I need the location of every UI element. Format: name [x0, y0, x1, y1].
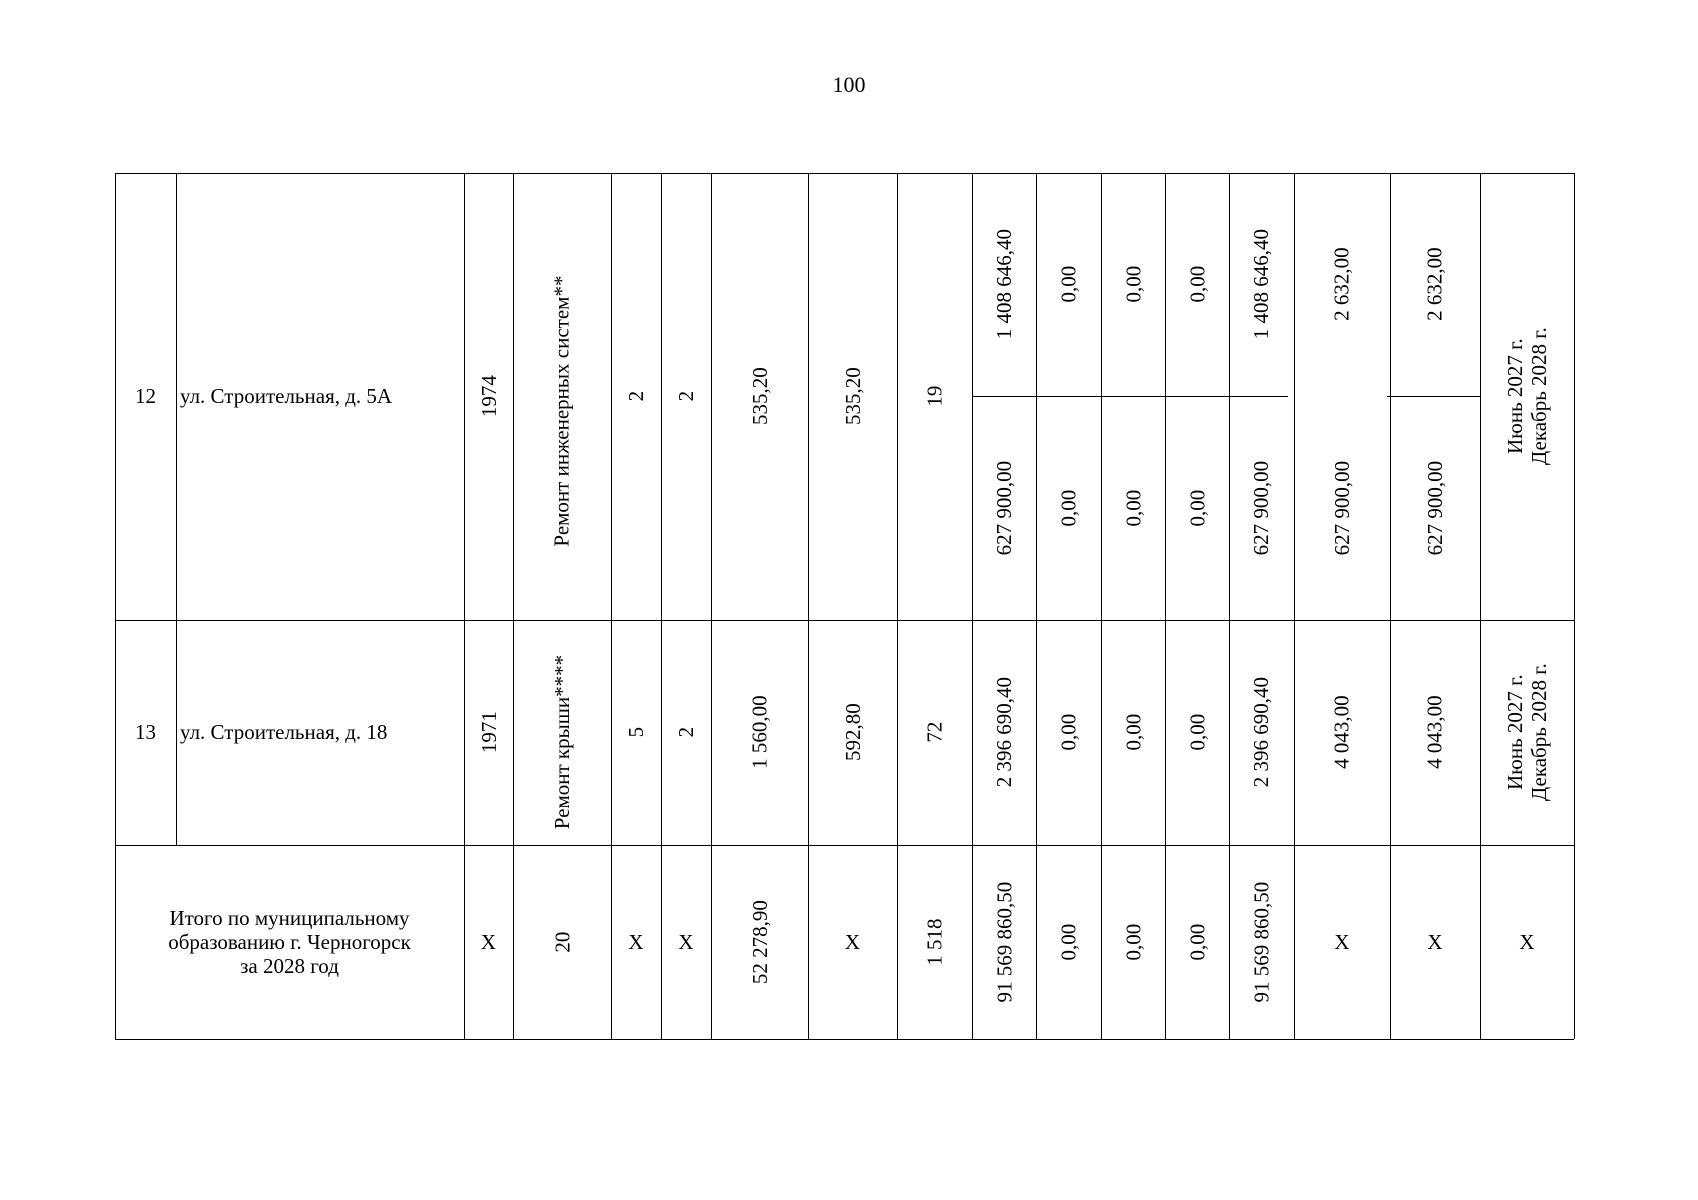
residents: 19: [922, 385, 947, 407]
unit-cost: 4 043,00: [1329, 695, 1354, 770]
work-type: Ремонт инженерных систем**: [549, 275, 574, 548]
total-area: 1 560,00: [747, 695, 772, 770]
total-area: 52 278,90: [747, 899, 772, 984]
residents: 72: [922, 721, 947, 743]
local-cost: 0,00: [1184, 923, 1209, 961]
fund-cost: 0,00: [1056, 923, 1081, 961]
total-label: Итого по муниципальному образованию г. Черногорск за 2028 год: [168, 905, 411, 979]
work-type: 20: [549, 931, 574, 953]
regional-cost: 0,00: [1120, 923, 1145, 961]
regional-cost: 0,00: [1120, 489, 1145, 527]
build-year: X: [480, 929, 497, 954]
address: ул. Строительная, д. 18: [180, 720, 388, 745]
regional-cost: 0,00: [1120, 714, 1145, 751]
cost-total: 1 408 646,40: [991, 229, 1016, 340]
max-unit-cost: X: [1427, 929, 1443, 954]
repair-period: Июнь 2027 г. Декабрь 2028 г.: [1502, 327, 1551, 466]
page-number: 100: [832, 72, 866, 97]
local-cost: 0,00: [1184, 714, 1209, 751]
owners-cost: 91 569 860,50: [1249, 881, 1274, 1003]
entrances: 2: [673, 727, 698, 738]
local-cost: 0,00: [1184, 266, 1209, 303]
owners-cost: 1 408 646,40: [1249, 229, 1274, 340]
living-area: 592,80: [840, 703, 865, 762]
row-number: 12: [135, 384, 156, 409]
floors: 2: [623, 391, 648, 402]
local-cost: 0,00: [1184, 489, 1209, 527]
cost-total: 627 900,00: [991, 460, 1016, 556]
build-year: 1971: [476, 711, 501, 754]
cost-total: 91 569 860,50: [991, 881, 1016, 1003]
fund-cost: 0,00: [1056, 489, 1081, 527]
owners-cost: 627 900,00: [1249, 460, 1274, 556]
build-year: 1974: [476, 375, 501, 418]
max-unit-cost: 2 632,00: [1422, 247, 1447, 322]
cost-total: 2 396 690,40: [991, 677, 1016, 788]
max-unit-cost: 4 043,00: [1422, 695, 1447, 770]
work-type: Ремонт крыши****: [549, 655, 574, 830]
entrances: 2: [673, 391, 698, 402]
unit-cost: X: [1334, 929, 1350, 954]
entrances: X: [678, 929, 694, 954]
floors: 5: [623, 727, 648, 738]
row-number: 13: [135, 720, 156, 745]
owners-cost: 2 396 690,40: [1249, 677, 1274, 788]
repair-period: X: [1519, 929, 1535, 954]
unit-cost: 627 900,00: [1329, 460, 1354, 556]
living-area: X: [844, 929, 861, 954]
repair-period: Июнь 2027 г. Декабрь 2028 г.: [1502, 663, 1551, 802]
floors: X: [628, 929, 644, 954]
total-area: 535,20: [747, 367, 772, 426]
unit-cost: 2 632,00: [1329, 247, 1354, 322]
address: ул. Строительная, д. 5А: [180, 384, 393, 409]
regional-cost: 0,00: [1120, 266, 1145, 303]
living-area: 535,20: [840, 367, 865, 426]
max-unit-cost: 627 900,00: [1422, 460, 1447, 556]
fund-cost: 0,00: [1056, 266, 1081, 303]
residents: 1 518: [922, 918, 947, 966]
fund-cost: 0,00: [1056, 714, 1081, 751]
